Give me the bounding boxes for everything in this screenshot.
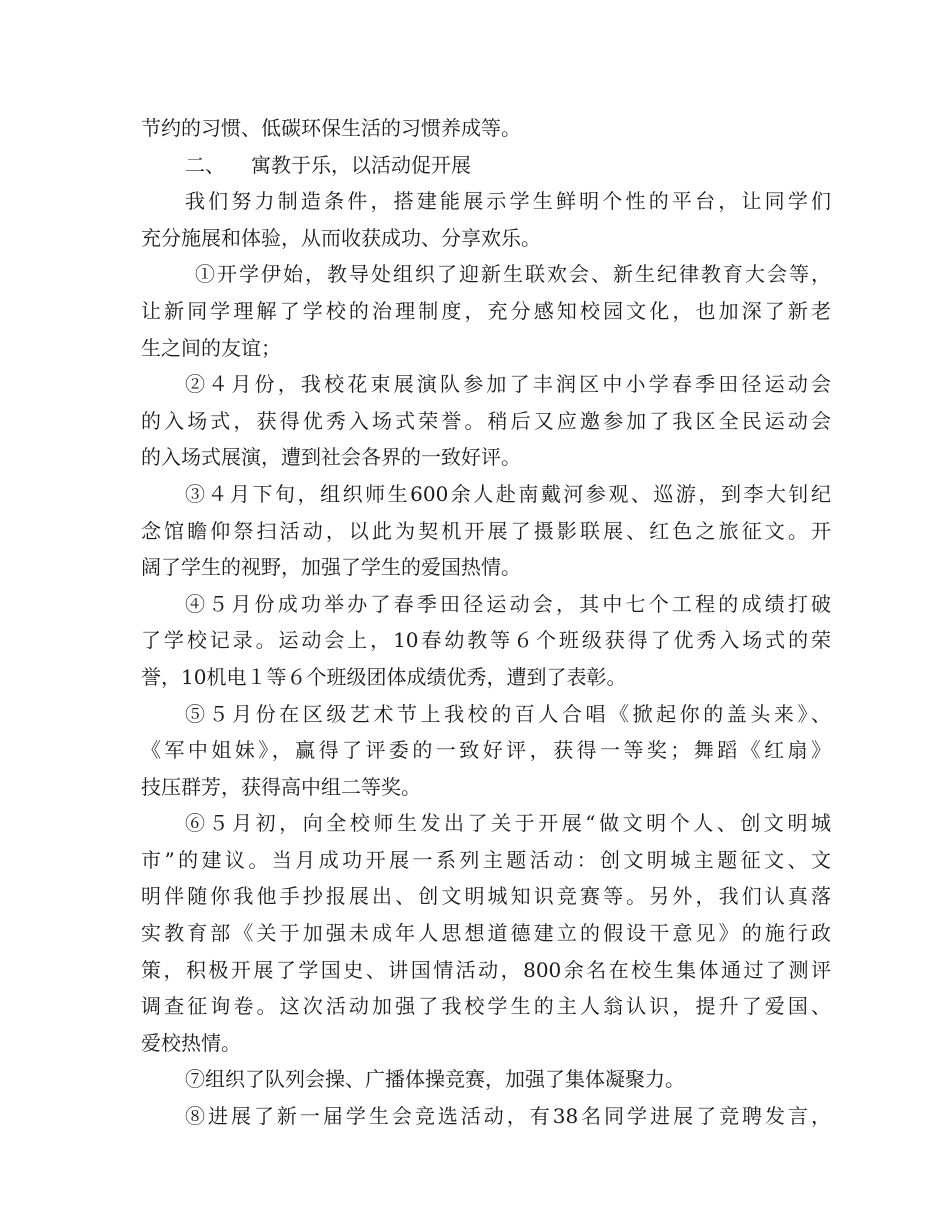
text-line: ①开学伊始，教导处组织了迎新生联欢会、新生纪律教育大会等，	[195, 262, 831, 287]
text-line: 明伴随你我他手抄报展出、创文明城知识竞赛等。另外，我们认真落	[141, 884, 831, 909]
text-line: ④５月份成功举办了春季田径运动会，其中七个工程的成绩打破	[185, 591, 831, 616]
section-heading	[141, 147, 831, 184]
text-line: 让新同学理解了学校的治理制度，充分感知校园文化，也加深了新老	[141, 298, 831, 323]
document-body	[141, 110, 831, 1135]
text-line: 念馆瞻仰祭扫活动，以此为契机开展了摄影联展、红色之旅征文。开	[141, 518, 831, 543]
section-number: 二、	[185, 152, 225, 177]
text-line: 充分施展和体验，从而收获成功、分享欢乐。	[141, 225, 541, 250]
text-line: 了学校记录。运动会上，10春幼教等６个班级获得了优秀入场式的荣	[141, 628, 831, 653]
text-line: 市”的建议。当月成功开展一系列主题活动：创文明城主题征文、文	[141, 847, 831, 872]
text-line: ⑧进展了新一届学生会竞选活动，有38名同学进展了竞聘发言，	[185, 1104, 831, 1129]
text-line: ③４月下旬，组织师生600余人赴南戴河参观、巡游，到李大钊纪	[185, 481, 831, 506]
section-title: 寓教于乐，以活动促开展	[251, 152, 471, 177]
text-line: ⑦组织了队列会操、广播体操竞赛，加强了集体凝聚力。	[185, 1067, 685, 1092]
text-line: 生之间的友谊；	[141, 335, 281, 360]
text-line: 的入场式展演，遭到社会各界的一致好评。	[141, 445, 521, 470]
text-line: 的入场式，获得优秀入场式荣誉。稍后又应邀参加了我区全民运动会	[141, 408, 831, 433]
text-line: 爱校热情。	[141, 1030, 241, 1055]
text-line: ⑤５月份在区级艺术节上我校的百人合唱《掀起你的盖头来》、	[185, 701, 831, 726]
text-line: 技压群芳，获得高中组二等奖。	[141, 774, 421, 799]
text-line: ②４月份，我校花束展演队参加了丰润区中小学春季田径运动会	[185, 372, 831, 397]
text-line: 我们努力制造条件，搭建能展示学生鲜明个性的平台，让同学们	[185, 189, 831, 214]
text-line: 策，积极开展了学国史、讲国情活动，800余名在校生集体通过了测评	[141, 957, 831, 982]
text-line: 阔了学生的视野，加强了学生的爱国热情。	[141, 555, 521, 580]
text-line: 《军中姐妹》，赢得了评委的一致好评，获得一等奖；舞蹈《红扇》	[141, 738, 831, 763]
text-line: 调查征询卷。这次活动加强了我校学生的主人翁认识，提升了爱国、	[141, 994, 831, 1019]
text-line: 实教育部《关于加强未成年人思想道德建立的假设干意见》的施行政	[141, 921, 831, 946]
text-line: ⑥５月初，向全校师生发出了关于开展“做文明个人、创文明城	[185, 811, 831, 836]
text-line: 节约的习惯、低碳环保生活的习惯养成等。	[141, 116, 521, 140]
text-line: 誉，10机电１等６个班级团体成绩优秀，遭到了表彰。	[141, 664, 627, 689]
